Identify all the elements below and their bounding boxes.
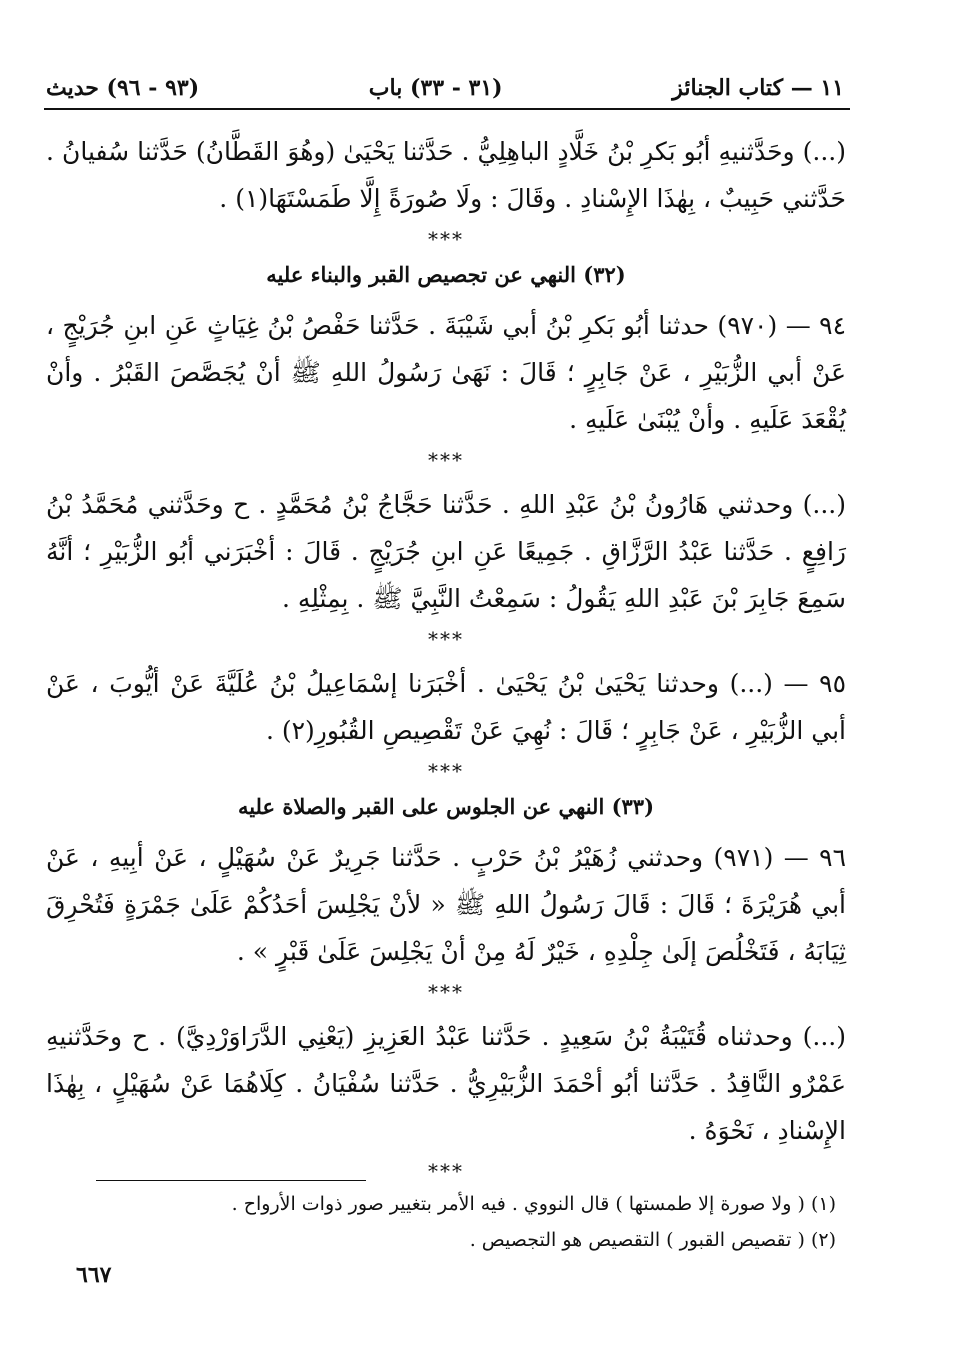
main-text	[46, 128, 846, 1192]
footnote-1: (١) ( ولا صورة إلا طمستها ) قال النووي . فيه الأمر بتغيير صور ذوات الأرواح .	[231, 1193, 836, 1215]
hadith-paragraph: ٩٦ — (٩٧١) وحدثني زُهَيْرُ بْنُ حَرْبٍ . حَدَّثنا جَرِيرٌ عَنْ سُهَيْلٍ ، عَنْ أبِيهِ ، عَنْ أبي هُرَيْرَةَ ؛ قَالَ : قَالَ رَسُولُ اللهِ ﷺ « لأنْ يَجْلِسَ أحَدُكُمْ عَلَىٰ جَمْرَةٍ فَتُحْرِقَ ثِيَابَهُ ، فَتَخْلُصَ إلَىٰ جِلْدِهِ ، خَيْرٌ لَهُ مِنْ أنْ يَجْلِسَ عَلَىٰ قَبْرٍ » .	[46, 843, 846, 966]
hadith-paragraph: ٩٥ — (...) وحدثنا يَحْيَىٰ بْنُ يَحْيَىٰ . أخْبَرَنا إسْمَاعِيلُ بْنُ عُلَيَّةَ عَنْ أيُّوبَ ، عَنْ أبي الزُّبَيْرِ ، عَنْ جَابِرٍ ؛ قَالَ : نُهِيَ عَنْ تَقْصِيصِ القُبُورِ(٢) .	[46, 669, 846, 745]
chapter-heading: (٣٢) النهي عن تجصيص القبر والبناء عليه	[266, 262, 626, 287]
header-bab: (٣١ - ٣٣) باب	[368, 75, 503, 101]
separator-stars: ***	[428, 227, 464, 251]
hadith-paragraph: (...) وحدثناه قُتَيْبَةُ بْنُ سَعِيدٍ . حَدَّثنا عَبْدُ العَزِيزِ (يَعْنِي الدَّرَاوَرْدِيَّ) . ح وحَدَّثنيهِ عَمْرٌو النَّاقِدُ . حَدَّثنا أبُو أحْمَدَ الزُّبَيْرِيُّ . حَدَّثنا سُفْيَانُ . كِلَاهُمَا عَنْ سُهَيْلٍ ، بِهٰذَا الإِسْنادِ ، نَحْوَهُ .	[46, 1022, 846, 1145]
footnotes	[96, 1186, 836, 1258]
page-number: ٦٦٧	[76, 1262, 112, 1288]
header-hadith-range: (٩٣ - ٩٦) حديث	[46, 75, 200, 101]
separator-stars: ***	[428, 627, 464, 651]
separator-stars: ***	[428, 448, 464, 472]
footnote-2: (٢) ( تقصيص القبور ) التقصيص هو التجصيص .	[469, 1229, 836, 1251]
separator-stars: ***	[428, 759, 464, 783]
footnote-rule	[96, 1180, 366, 1181]
running-header	[46, 70, 844, 106]
header-book-title: ١١ — كتاب الجنائز	[672, 75, 844, 101]
separator-stars: ***	[428, 980, 464, 1004]
hadith-paragraph: (...) وحَدَّثنيهِ أبُو بَكرِ بْنُ خَلَّادٍ الباهِلِيُّ . حَدَّثنا يَحْيَىٰ (وهُوَ القَطَّانُ) حَدَّثنا سُفيانُ . حَدَّثني حَبِيبٌ ، بِهٰذَا الإِسْنادِ . وقَالَ : ولَا صُورَةً إِلَّا طَمَسْتَهَا(١) .	[46, 137, 846, 213]
hadith-paragraph: ٩٤ — (٩٧٠) حدثنا أبُو بَكرِ بْنُ أبي شَيْبَةَ . حَدَّثنا حَفْصُ بْنُ غِيَاثٍ عَنِ ابنِ جُرَيْجٍ ، عَنْ أبي الزُّبَيْرِ ، عَنْ جَابِرٍ ؛ قَالَ : نَهَىٰ رَسُولُ اللهِ ﷺ أنْ يُجَصَّصَ القَبْرُ . وأنْ يُقْعَدَ عَلَيهِ . وأنْ يُبْنَىٰ عَلَيهِ .	[46, 311, 846, 434]
header-rule	[44, 108, 850, 110]
separator-stars: ***	[428, 1159, 464, 1183]
chapter-heading: (٣٣) النهي عن الجلوس على القبر والصلاة عليه	[237, 794, 655, 819]
hadith-paragraph: (...) وحدثني هَارُونُ بْنُ عَبْدِ اللهِ . حَدَّثنا حَجَّاجُ بْنُ مُحَمَّدٍ . ح وحَدَّثني مُحَمَّدُ بْنُ رَافِعٍ . حَدَّثنا عَبْدُ الرَّزَّاقِ . جَمِيعًا عَنِ ابنِ جُرَيْجٍ . قَالَ : أخْبَرَني أبُو الزُّبَيْرِ ؛ أنَّهُ سَمِعَ جَابِرَ بْنَ عَبْدِ اللهِ يَقُولُ : سَمِعْتُ النَّبِيَّ ﷺ . بِمِثْلِهِ .	[46, 490, 846, 613]
